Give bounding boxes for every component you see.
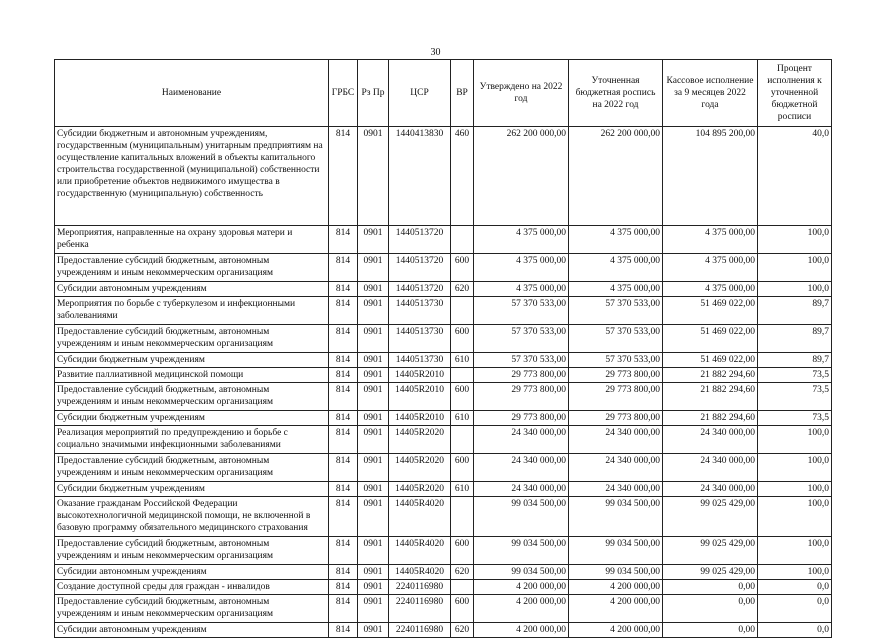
- cell-refined: 29 773 800,00: [569, 411, 663, 426]
- table-header: [55, 60, 832, 127]
- cell-vr: 610: [451, 411, 474, 426]
- cell-approved: 4 375 000,00: [474, 282, 569, 297]
- cell-grbs: 814: [329, 383, 358, 411]
- cell-approved: 262 200 000,00: [474, 127, 569, 226]
- cell-executed: 4 375 000,00: [663, 226, 758, 254]
- cell-refined: 29 773 800,00: [569, 368, 663, 383]
- table-row: [55, 282, 832, 297]
- cell-rzpr: 0901: [358, 383, 389, 411]
- cell-percent: 100,0: [758, 426, 832, 454]
- cell-vr: [451, 368, 474, 383]
- cell-name: Предоставление субсидий бюджетным, автономным учреждениям и иным некоммерческим организациям: [55, 254, 329, 282]
- cell-name: Мероприятия по борьбе с туберкулезом и инфекционными заболеваниями: [55, 297, 329, 325]
- cell-csr: 2240116980: [389, 595, 451, 623]
- cell-vr: 600: [451, 454, 474, 482]
- cell-approved: 24 340 000,00: [474, 426, 569, 454]
- cell-vr: [451, 497, 474, 537]
- cell-approved: 4 200 000,00: [474, 595, 569, 623]
- cell-csr: 1440513730: [389, 325, 451, 353]
- cell-percent: 40,0: [758, 127, 832, 226]
- cell-percent: 100,0: [758, 537, 832, 565]
- cell-executed: 99 025 429,00: [663, 497, 758, 537]
- cell-percent: 89,7: [758, 353, 832, 368]
- cell-rzpr: 0901: [358, 565, 389, 580]
- cell-approved: 57 370 533,00: [474, 353, 569, 368]
- cell-approved: 4 375 000,00: [474, 226, 569, 254]
- header-name: Наименование: [55, 60, 329, 127]
- cell-rzpr: 0901: [358, 325, 389, 353]
- cell-executed: 24 340 000,00: [663, 426, 758, 454]
- cell-refined: 24 340 000,00: [569, 454, 663, 482]
- cell-rzpr: 0901: [358, 623, 389, 638]
- cell-percent: 100,0: [758, 226, 832, 254]
- cell-approved: 57 370 533,00: [474, 297, 569, 325]
- cell-grbs: 814: [329, 565, 358, 580]
- cell-csr: 2240116980: [389, 623, 451, 638]
- cell-refined: 99 034 500,00: [569, 565, 663, 580]
- cell-name: Предоставление субсидий бюджетным, автономным учреждениям и иным некоммерческим организациям: [55, 537, 329, 565]
- cell-refined: 29 773 800,00: [569, 383, 663, 411]
- cell-refined: 57 370 533,00: [569, 325, 663, 353]
- cell-percent: 73,5: [758, 411, 832, 426]
- cell-percent: 100,0: [758, 565, 832, 580]
- cell-name: Субсидии бюджетным учреждениям: [55, 411, 329, 426]
- cell-csr: 14405R2010: [389, 411, 451, 426]
- cell-vr: 610: [451, 482, 474, 497]
- table-row: [55, 383, 832, 411]
- cell-vr: 600: [451, 595, 474, 623]
- table-row: [55, 426, 832, 454]
- cell-executed: 51 469 022,00: [663, 325, 758, 353]
- cell-name: Мероприятия, направленные на охрану здоровья матери и ребенка: [55, 226, 329, 254]
- table-row: [55, 297, 832, 325]
- cell-rzpr: 0901: [358, 537, 389, 565]
- cell-approved: 99 034 500,00: [474, 565, 569, 580]
- cell-grbs: 814: [329, 595, 358, 623]
- cell-refined: 4 375 000,00: [569, 226, 663, 254]
- cell-grbs: 814: [329, 482, 358, 497]
- cell-rzpr: 0901: [358, 482, 389, 497]
- cell-grbs: 814: [329, 537, 358, 565]
- cell-name: Реализация мероприятий по предупреждению и борьбе с социально значимыми инфекционными заболеваниями: [55, 426, 329, 454]
- table-row: [55, 254, 832, 282]
- cell-refined: 262 200 000,00: [569, 127, 663, 226]
- cell-approved: 4 375 000,00: [474, 254, 569, 282]
- cell-refined: 99 034 500,00: [569, 497, 663, 537]
- cell-grbs: 814: [329, 297, 358, 325]
- cell-csr: 1440513720: [389, 254, 451, 282]
- header-executed: Кассовое исполнение за 9 месяцев 2022 года: [663, 60, 758, 127]
- cell-csr: 14405R4020: [389, 565, 451, 580]
- cell-grbs: 814: [329, 325, 358, 353]
- table-row: [55, 353, 832, 368]
- table-row: [55, 454, 832, 482]
- cell-vr: 600: [451, 254, 474, 282]
- cell-executed: 0,00: [663, 595, 758, 623]
- cell-grbs: 814: [329, 497, 358, 537]
- cell-grbs: 814: [329, 127, 358, 226]
- table-body: [55, 127, 832, 638]
- cell-refined: 24 340 000,00: [569, 482, 663, 497]
- cell-rzpr: 0901: [358, 254, 389, 282]
- cell-csr: 1440413830: [389, 127, 451, 226]
- cell-executed: 24 340 000,00: [663, 454, 758, 482]
- cell-csr: 14405R2020: [389, 426, 451, 454]
- header-refined: Уточненная бюджетная роспись на 2022 год: [569, 60, 663, 127]
- cell-vr: [451, 426, 474, 454]
- header-csr: ЦСР: [389, 60, 451, 127]
- cell-rzpr: 0901: [358, 297, 389, 325]
- cell-name: Развитие паллиативной медицинской помощи: [55, 368, 329, 383]
- cell-percent: 100,0: [758, 282, 832, 297]
- cell-percent: 100,0: [758, 497, 832, 537]
- cell-percent: 100,0: [758, 254, 832, 282]
- cell-approved: 99 034 500,00: [474, 497, 569, 537]
- cell-csr: 1440513720: [389, 226, 451, 254]
- cell-refined: 4 200 000,00: [569, 580, 663, 595]
- page-number: 30: [430, 47, 441, 58]
- cell-grbs: 814: [329, 282, 358, 297]
- table-row: [55, 325, 832, 353]
- cell-grbs: 814: [329, 254, 358, 282]
- cell-vr: [451, 580, 474, 595]
- header-percent: Процент исполнения к уточненной бюджетной росписи: [758, 60, 832, 127]
- cell-executed: 51 469 022,00: [663, 297, 758, 325]
- cell-executed: 21 882 294,60: [663, 368, 758, 383]
- table-row: [55, 368, 832, 383]
- cell-percent: 0,0: [758, 623, 832, 638]
- cell-csr: 14405R4020: [389, 537, 451, 565]
- cell-name: Создание доступной среды для граждан - инвалидов: [55, 580, 329, 595]
- cell-name: Субсидии бюджетным учреждениям: [55, 353, 329, 368]
- budget-table: [54, 59, 832, 638]
- cell-grbs: 814: [329, 623, 358, 638]
- cell-approved: 4 200 000,00: [474, 623, 569, 638]
- header-vr: ВР: [451, 60, 474, 127]
- cell-vr: 460: [451, 127, 474, 226]
- cell-percent: 73,5: [758, 368, 832, 383]
- cell-rzpr: 0901: [358, 454, 389, 482]
- cell-grbs: 814: [329, 411, 358, 426]
- cell-percent: 100,0: [758, 454, 832, 482]
- cell-rzpr: 0901: [358, 353, 389, 368]
- table-row: [55, 565, 832, 580]
- cell-rzpr: 0901: [358, 595, 389, 623]
- cell-rzpr: 0901: [358, 368, 389, 383]
- cell-refined: 57 370 533,00: [569, 353, 663, 368]
- cell-executed: 99 025 429,00: [663, 565, 758, 580]
- cell-csr: 1440513720: [389, 282, 451, 297]
- cell-executed: 51 469 022,00: [663, 353, 758, 368]
- table-row: [55, 580, 832, 595]
- table-row: [55, 537, 832, 565]
- cell-refined: 4 375 000,00: [569, 282, 663, 297]
- cell-approved: 29 773 800,00: [474, 368, 569, 383]
- cell-percent: 89,7: [758, 325, 832, 353]
- header-grbs: ГРБС: [329, 60, 358, 127]
- cell-approved: 99 034 500,00: [474, 537, 569, 565]
- cell-grbs: 814: [329, 368, 358, 383]
- cell-vr: 610: [451, 353, 474, 368]
- cell-refined: 24 340 000,00: [569, 426, 663, 454]
- table-row: [55, 226, 832, 254]
- table-row: [55, 127, 832, 226]
- cell-name: Субсидии автономным учреждениям: [55, 623, 329, 638]
- cell-name: Предоставление субсидий бюджетным, автономным учреждениям и иным некоммерческим организациям: [55, 325, 329, 353]
- header-rzpr: Рз Пр: [358, 60, 389, 127]
- cell-vr: 620: [451, 565, 474, 580]
- cell-vr: 620: [451, 623, 474, 638]
- cell-name: Предоставление субсидий бюджетным, автономным учреждениям и иным некоммерческим организациям: [55, 454, 329, 482]
- cell-grbs: 814: [329, 426, 358, 454]
- cell-percent: 89,7: [758, 297, 832, 325]
- cell-executed: 0,00: [663, 623, 758, 638]
- cell-vr: [451, 297, 474, 325]
- cell-approved: 24 340 000,00: [474, 482, 569, 497]
- cell-percent: 0,0: [758, 580, 832, 595]
- cell-csr: 14405R4020: [389, 497, 451, 537]
- cell-name: Оказание гражданам Российской Федерации высокотехнологичной медицинской помощи, не включенной в базовую программу обязательного медицинского страхования: [55, 497, 329, 537]
- cell-csr: 2240116980: [389, 580, 451, 595]
- cell-executed: 99 025 429,00: [663, 537, 758, 565]
- cell-refined: 57 370 533,00: [569, 297, 663, 325]
- cell-name: Субсидии автономным учреждениям: [55, 565, 329, 580]
- cell-vr: 600: [451, 325, 474, 353]
- cell-rzpr: 0901: [358, 282, 389, 297]
- cell-executed: 21 882 294,60: [663, 383, 758, 411]
- cell-csr: 14405R2010: [389, 383, 451, 411]
- cell-executed: 0,00: [663, 580, 758, 595]
- cell-rzpr: 0901: [358, 426, 389, 454]
- cell-refined: 4 200 000,00: [569, 623, 663, 638]
- cell-approved: 4 200 000,00: [474, 580, 569, 595]
- cell-refined: 4 375 000,00: [569, 254, 663, 282]
- cell-percent: 0,0: [758, 595, 832, 623]
- table-row: [55, 482, 832, 497]
- cell-vr: 600: [451, 537, 474, 565]
- cell-grbs: 814: [329, 226, 358, 254]
- cell-csr: 1440513730: [389, 297, 451, 325]
- cell-rzpr: 0901: [358, 580, 389, 595]
- cell-rzpr: 0901: [358, 411, 389, 426]
- cell-name: Субсидии бюджетным и автономным учреждениям, государственным (муниципальным) унитарным предприятиям на осуществление капитальных вложений в объекты капитального строительства государственной (муниципальной) собственности или приобретение объектов недвижимого имущества в государственную (муниципальную) собственность: [55, 127, 329, 226]
- cell-csr: 14405R2010: [389, 368, 451, 383]
- cell-executed: 4 375 000,00: [663, 282, 758, 297]
- cell-vr: 620: [451, 282, 474, 297]
- cell-csr: 14405R2020: [389, 454, 451, 482]
- cell-approved: 24 340 000,00: [474, 454, 569, 482]
- cell-rzpr: 0901: [358, 127, 389, 226]
- cell-rzpr: 0901: [358, 497, 389, 537]
- cell-approved: 29 773 800,00: [474, 383, 569, 411]
- cell-executed: 104 895 200,00: [663, 127, 758, 226]
- cell-executed: 24 340 000,00: [663, 482, 758, 497]
- cell-rzpr: 0901: [358, 226, 389, 254]
- cell-grbs: 814: [329, 353, 358, 368]
- cell-approved: 29 773 800,00: [474, 411, 569, 426]
- table-row: [55, 497, 832, 537]
- cell-grbs: 814: [329, 580, 358, 595]
- cell-name: Предоставление субсидий бюджетным, автономным учреждениям и иным некоммерческим организациям: [55, 383, 329, 411]
- header-approved: Утверждено на 2022 год: [474, 60, 569, 127]
- cell-name: Предоставление субсидий бюджетным, автономным учреждениям и иным некоммерческим организациям: [55, 595, 329, 623]
- cell-vr: [451, 226, 474, 254]
- cell-name: Субсидии бюджетным учреждениям: [55, 482, 329, 497]
- cell-percent: 100,0: [758, 482, 832, 497]
- cell-vr: 600: [451, 383, 474, 411]
- cell-approved: 57 370 533,00: [474, 325, 569, 353]
- cell-grbs: 814: [329, 454, 358, 482]
- cell-executed: 21 882 294,60: [663, 411, 758, 426]
- table-row: [55, 595, 832, 623]
- cell-name: Субсидии автономным учреждениям: [55, 282, 329, 297]
- cell-refined: 4 200 000,00: [569, 595, 663, 623]
- cell-executed: 4 375 000,00: [663, 254, 758, 282]
- table-row: [55, 623, 832, 638]
- table-row: [55, 411, 832, 426]
- cell-csr: 1440513730: [389, 353, 451, 368]
- cell-refined: 99 034 500,00: [569, 537, 663, 565]
- cell-percent: 73,5: [758, 383, 832, 411]
- cell-csr: 14405R2020: [389, 482, 451, 497]
